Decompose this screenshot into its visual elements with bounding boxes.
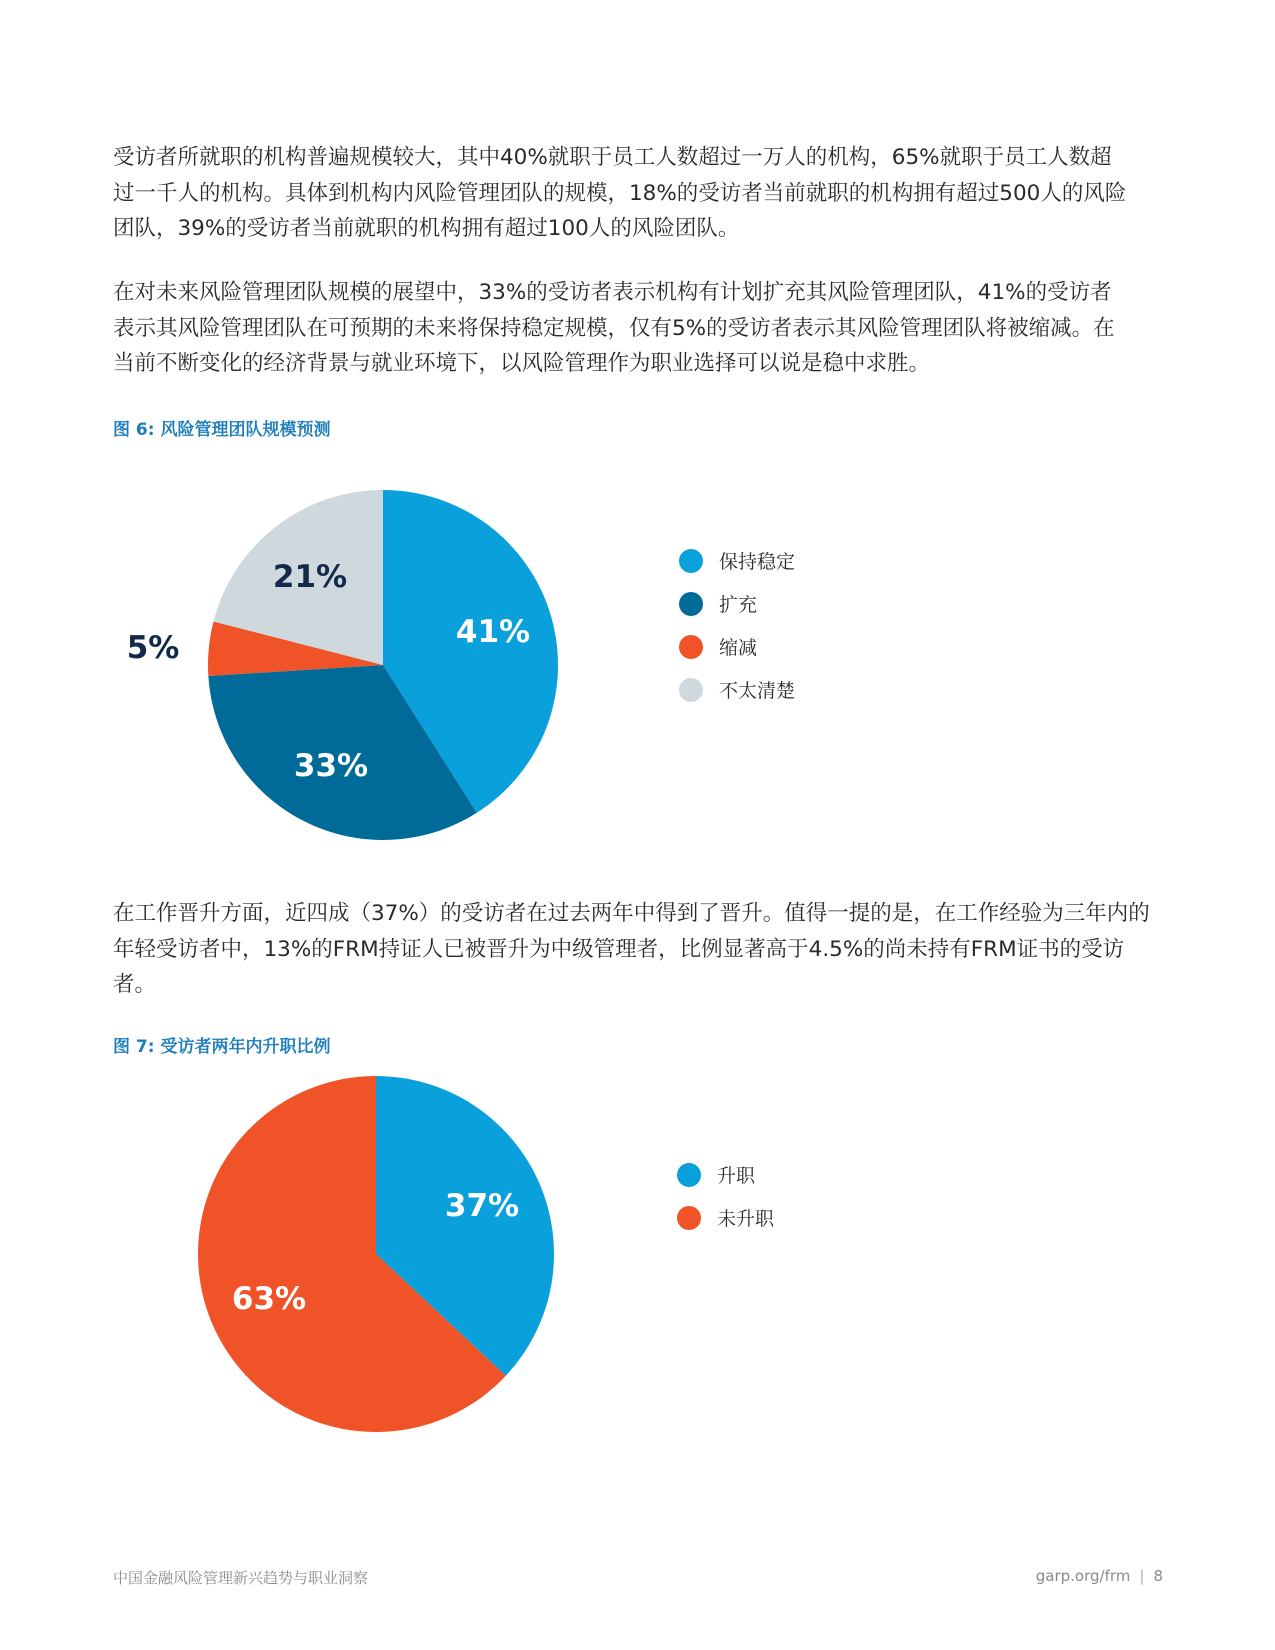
legend-swatch [679,678,703,702]
fig7-legend-item-0 [677,1153,774,1196]
pie-label-7-0: 37% [444,1188,520,1224]
legend-label: 不太清楚 [719,680,796,702]
text-line: 受访者所就职的机构普遍规模较大，其中40%就职于员工人数超过一万人的机构，65%就职于员工人数超 [113,145,1112,170]
pie-label-6-1: 33% [293,748,369,784]
pie-label-6-0: 41% [455,614,531,650]
text-line: 在工作晋升方面，近四成（37%）的受访者在过去两年中得到了晋升。值得一提的是，在工作经验为三年内的 [113,901,1150,926]
fig7-legend-item-1 [677,1196,774,1239]
legend-label: 保持稳定 [719,551,796,573]
fig6-legend-item-3 [679,668,795,711]
text-line: 年轻受访者中，13%的FRM持证人已被晋升为中级管理者，比例显著高于4.5%的尚未持有FRM证书的受访 [113,936,1125,962]
footer-site-link[interactable]: garp.org/frm [1035,1567,1131,1585]
legend-swatch [677,1206,701,1230]
legend-label: 升职 [717,1165,756,1187]
legend-label: 未升职 [717,1208,775,1230]
pie-label-7-1: 63% [231,1281,307,1317]
legend-swatch [677,1163,701,1187]
footer-page-info [1036,1567,1163,1585]
text-line: 团队，39%的受访者当前就职的机构拥有超过100人的风险团队。 [113,216,740,241]
pie-chart-team-size [126,498,590,868]
legend-swatch [679,549,703,573]
legend-swatch [679,592,703,616]
paragraph-org-size [113,140,1163,247]
legend-team-size [679,539,795,711]
pie-label-6-2: 5% [126,630,180,666]
text-line: 者。 [113,972,157,997]
text-line: 当前不断变化的经济背景与就业环境下，以风险管理作为职业选择可以说是稳中求胜。 [113,351,931,376]
figure-7-title: 图 7: 受访者两年内升职比例 [113,1037,331,1057]
footer-separator: | [1139,1567,1145,1585]
paragraph-team-outlook [113,275,1163,382]
text-line: 过一千人的机构。具体到机构内风险管理团队的规模，18%的受访者当前就职的机构拥有超过500人的风险 [113,180,1127,206]
pie-chart-promotion [200,1112,590,1502]
page-number: 8 [1153,1567,1163,1585]
footer-doc-title: 中国金融风险管理新兴趋势与职业洞察 [113,1569,369,1587]
fig6-legend-item-2 [679,625,795,668]
legend-label: 缩减 [719,637,758,659]
figure-6-title: 图 6: 风险管理团队规模预测 [113,420,331,440]
legend-label: 扩充 [719,594,758,616]
legend-swatch [679,635,703,659]
legend-promotion [677,1153,774,1239]
text-line: 在对未来风险管理团队规模的展望中，33%的受访者表示机构有计划扩充其风险管理团队，41%的受访者 [113,280,1112,305]
text-line: 表示其风险管理团队在可预期的未来将保持稳定规模，仅有5%的受访者表示其风险管理团队将被缩减。在 [113,315,1115,341]
fig6-legend-item-1 [679,582,795,625]
fig6-legend-item-0 [679,539,795,582]
paragraph-promotion [113,896,1163,1003]
pie-label-6-3: 21% [272,559,348,595]
